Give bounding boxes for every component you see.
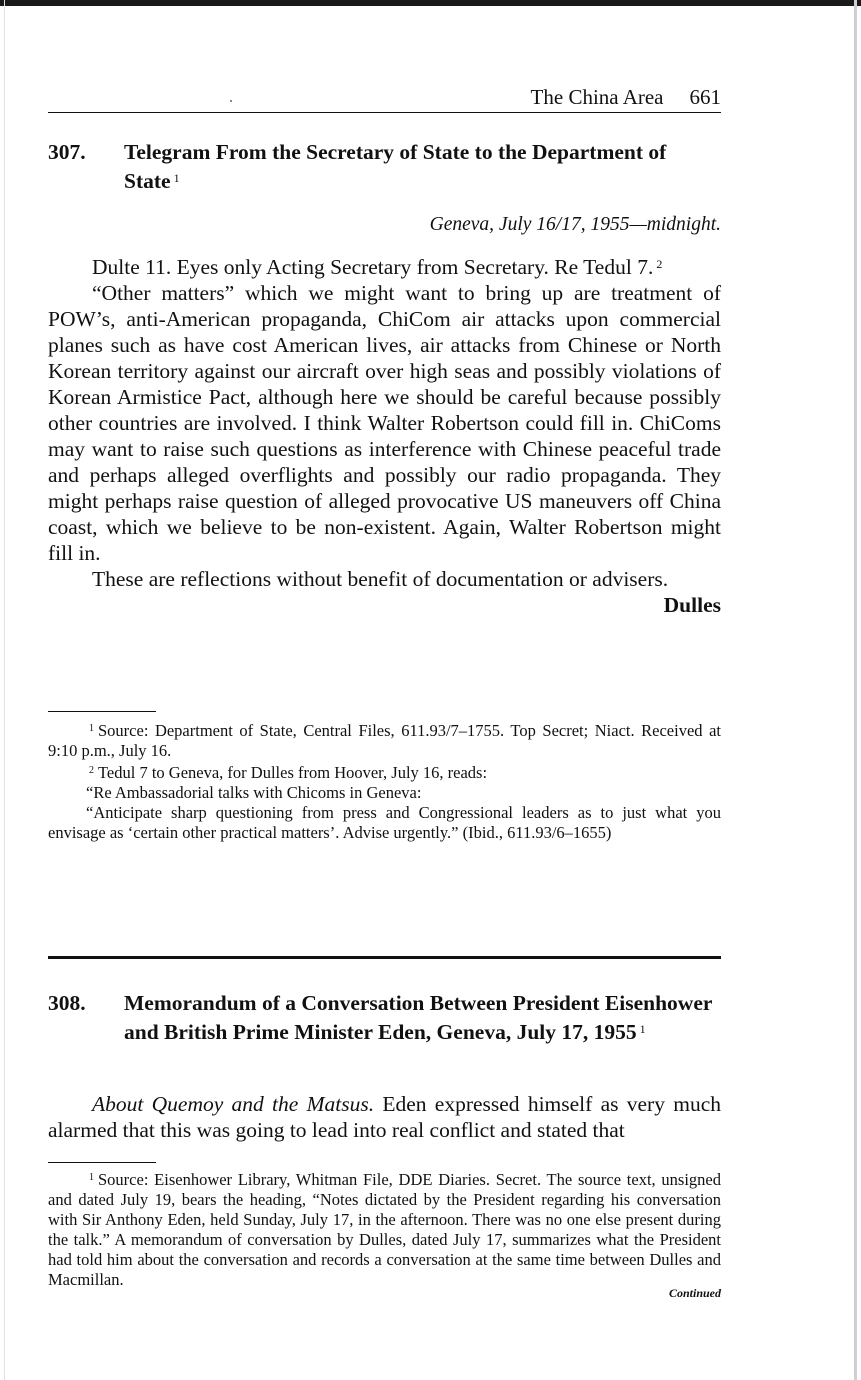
footnote-marker: 1 xyxy=(89,723,94,734)
doc-308-paragraph-1 xyxy=(48,1091,721,1143)
doc-307-footnote-ref: 1 xyxy=(173,171,180,185)
doc-308-footnote-ref: 1 xyxy=(639,1022,646,1036)
footnote-marker: 1 xyxy=(89,1172,94,1183)
scan-top-edge xyxy=(0,0,861,6)
doc-308-title-text: Memorandum of a Conversation Between President Eisenhower and British Prime Minister Eden, Geneva, July 17, 1955 xyxy=(124,991,713,1044)
doc-308-title xyxy=(124,990,721,1045)
footnote-marker: 2 xyxy=(89,765,94,776)
doc-307-paragraph-1-text: Dulte 11. Eyes only Acting Secretary from Secretary. Re Tedul 7. xyxy=(92,255,654,279)
doc-307-signature: Dulles xyxy=(663,593,721,617)
doc-307-footnote-1 xyxy=(48,719,721,761)
doc-308-footnotes xyxy=(48,1168,721,1290)
footnote-text: Source: Eisenhower Library, Whitman File, DDE Diaries. Secret. The source text, unsigned and dated July 19, bears the heading, “Notes dictated by the President regarding his conversation with Sir Anthony Eden, held Sunday, July 17, in the afternoon. There was no one else present during the talk.” A memorandum of conversation by Dulles, dated July 17, summarizes what the President had told him about the conversation and records a conversation at the same time between Dulles and Macmillan. xyxy=(48,1170,721,1289)
doc-307-title-text: Telegram From the Secretary of State to the Department of State xyxy=(124,140,667,193)
doc-307-number: 307. xyxy=(48,140,86,164)
doc-307-paragraph-1 xyxy=(48,251,721,280)
doc-308-footnote-1 xyxy=(48,1168,721,1290)
doc-307-footnote-2-quote-2: “Anticipate sharp questioning from press and Congressional leaders as to just what you envisage as ‘certain other practical matters’. Advise urgently.” (Ibid., 611.93/6–1655) xyxy=(48,803,721,842)
doc-307-paragraph-3: These are reflections without benefit of documentation or advisers. xyxy=(92,567,669,591)
doc-307-title xyxy=(124,139,721,194)
doc-307-footnote-ref-2: 2 xyxy=(656,257,663,271)
doc-308-footnote-rule xyxy=(48,1162,156,1163)
continued-label: Continued xyxy=(668,1286,721,1300)
doc-308-body xyxy=(48,1091,721,1143)
scan-right-edge xyxy=(854,0,857,1380)
doc-308-lead-italic: About Quemoy and the Matsus. xyxy=(92,1092,375,1116)
footnote-text: Tedul 7 to Geneva, for Dulles from Hoover, July 16, reads: xyxy=(98,763,488,782)
footnote-text: Source: Department of State, Central Files, 611.93/7–1755. Top Secret; Niact. Received at 9:10 p.m., July 16. xyxy=(48,721,721,760)
doc-307-dateline: Geneva, July 16/17, 1955—midnight. xyxy=(429,214,721,235)
scan-left-edge xyxy=(4,0,5,1380)
section-divider xyxy=(48,956,721,959)
running-head xyxy=(48,84,721,113)
page-number: 661 xyxy=(689,85,721,109)
running-head-title: The China Area xyxy=(530,85,664,109)
doc-308-number: 308. xyxy=(48,991,86,1015)
doc-307-footnote-2 xyxy=(48,761,721,783)
doc-307-footnotes xyxy=(48,719,721,843)
doc-308-paragraph-text: Eden expressed himself as very much alarmed that this was going to lead into real conflict and stated that xyxy=(48,1092,721,1142)
doc-307-heading xyxy=(48,139,721,194)
doc-307-footnote-2-quote-1: “Re Ambassadorial talks with Chicoms in Geneva: xyxy=(86,783,422,802)
doc-307-footnote-rule xyxy=(48,711,156,712)
doc-307-paragraph-2: “Other matters” which we might want to bring up are treatment of POW’s, anti-American propaganda, ChiCom air attacks upon commercial planes such as have cost American lives, air attacks from Chinese or North Korean territory against our aircraft over high seas and possibly violations of Korean Armistice Pact, although here we should be careful because possibly other countries are involved. I think Walter Robertson could fill in. ChiComs may want to raise such questions as interference with Chinese peaceful trade and perhaps alleged overflights and possibly our radio propaganda. They might perhaps raise question of alleged provocative US maneuvers off China coast, which we believe to be non-existent. Again, Walter Robertson might fill in. xyxy=(48,281,721,565)
doc-308-heading xyxy=(48,990,721,1045)
doc-307-body xyxy=(48,251,721,618)
